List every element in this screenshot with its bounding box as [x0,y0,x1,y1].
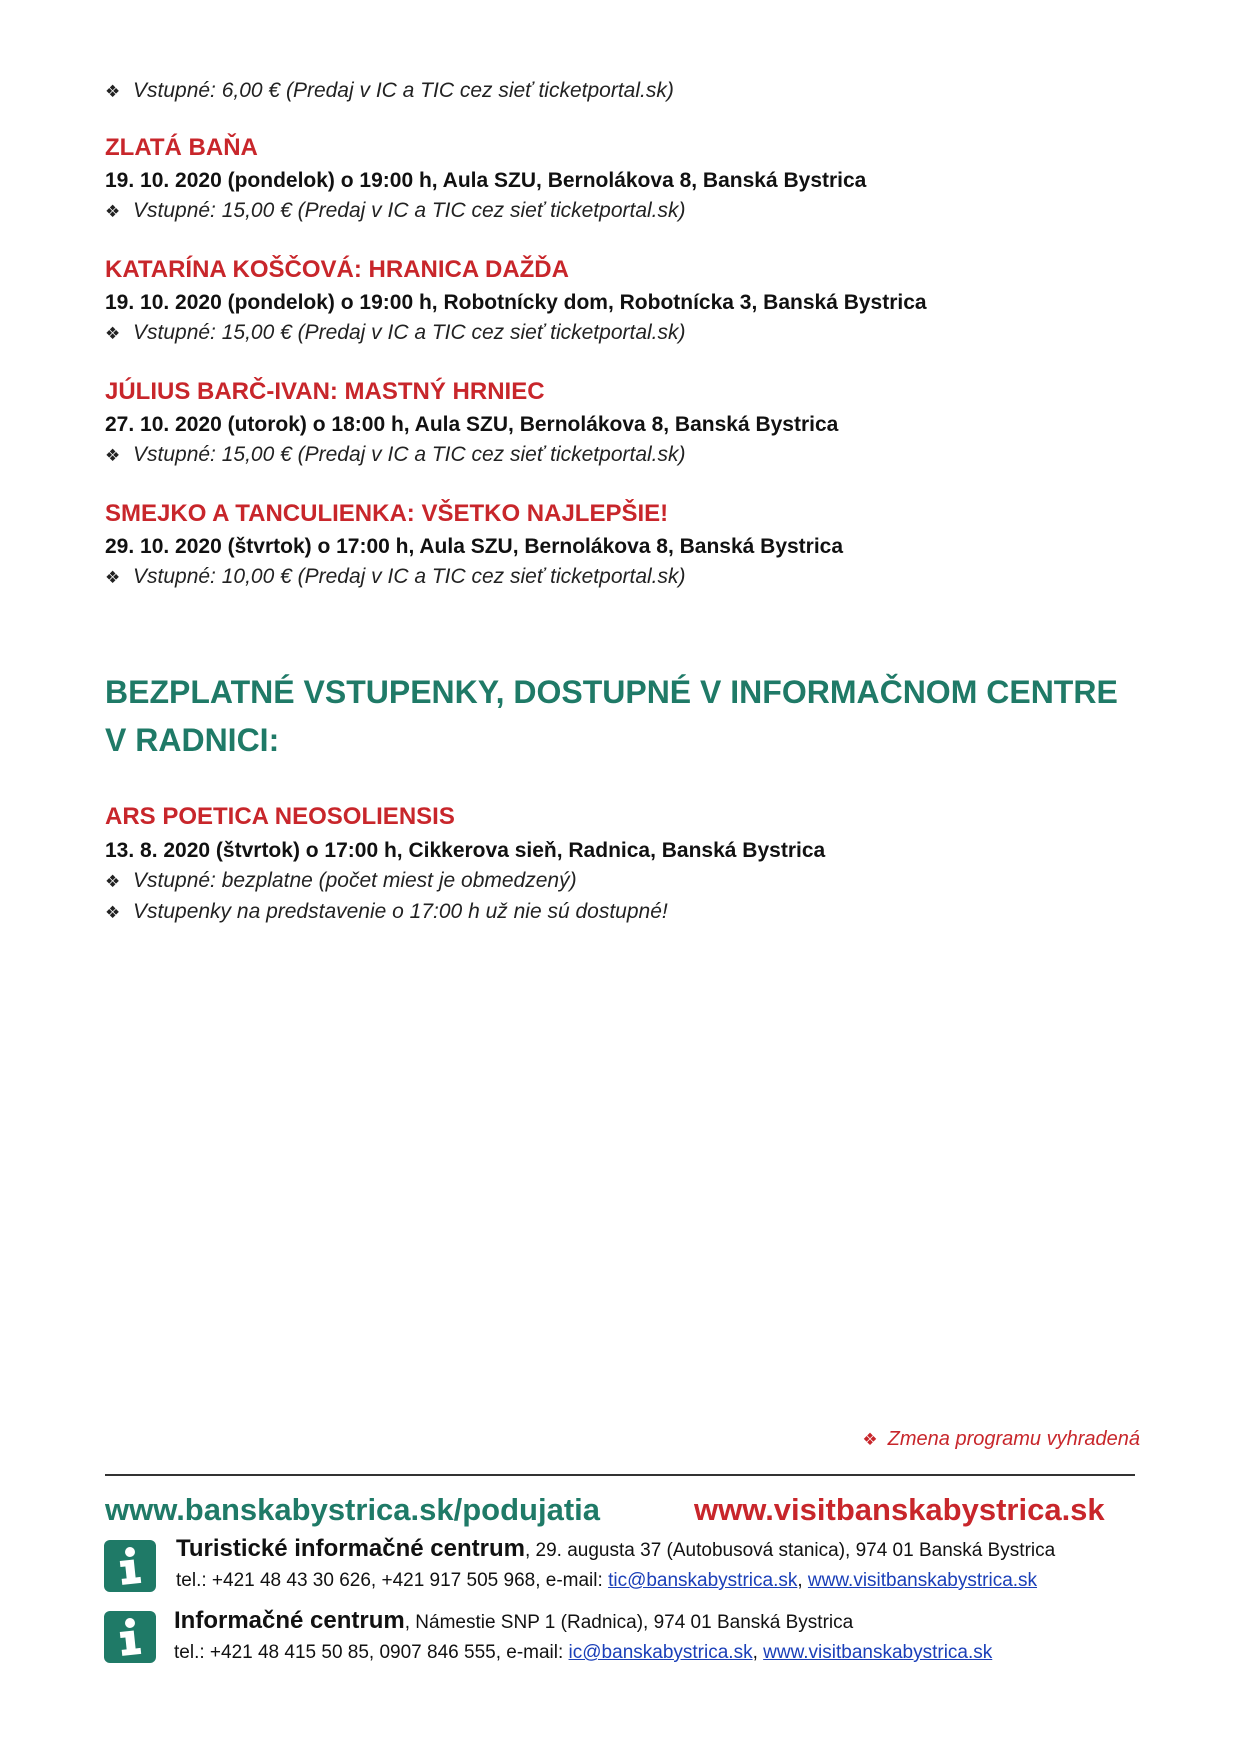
event-price-bullet [105,320,686,347]
note-text: Zmena programu vyhradená [887,1428,1140,1450]
office-contact [174,1640,992,1666]
office-web-link[interactable]: www.visitbanskabystrica.sk [763,1642,993,1663]
event-datetime: 27. 10. 2020 (utorok) o 18:00 h, Aula SZU, Bernolákova 8, Banská Bystrica [105,413,839,436]
heading-line: BEZPLATNÉ VSTUPENKY, DOSTUPNÉ V INFORMAČNOM CENTRE [105,674,1118,710]
office-block [176,1534,1055,1566]
office-phone: tel.: +421 48 415 50 85, 0907 846 555, e-mail: [174,1642,569,1663]
visit-website-link[interactable]: www.visitbanskabystrica.sk [694,1492,1105,1527]
bullet-icon: ❖ [105,446,121,465]
heading-line: V RADNICI: [105,722,280,758]
program-change-note [862,1426,1140,1453]
bullet-icon: ❖ [105,568,121,587]
event-title: JÚLIUS BARČ-IVAN: MASTNÝ HRNIEC [105,378,545,405]
event-datetime: 29. 10. 2020 (štvrtok) o 17:00 h, Aula SZU, Bernolákova 8, Banská Bystrica [105,535,844,558]
office-name: Turistické informačné centrum [176,1535,525,1562]
bullet-text: Vstupenky na predstavenie o 17:00 h už nie sú dostupné! [133,900,668,923]
bullet-text: Vstupné: bezplatne (počet miest je obmedzený) [133,869,577,892]
event-datetime: 13. 8. 2020 (štvrtok) o 17:00 h, Cikkerova sieň, Radnica, Banská Bystrica [105,839,826,862]
bullet-icon: ❖ [862,1430,878,1449]
event-title: ZLATÁ BAŇA [105,134,258,161]
event-datetime: 19. 10. 2020 (pondelok) o 19:00 h, Aula SZU, Bernolákova 8, Banská Bystrica [105,169,867,192]
bullet-text: Vstupné: 6,00 € (Predaj v IC a TIC cez sieť ticketportal.sk) [133,79,674,102]
bullet-icon: ❖ [105,324,121,343]
free-tickets-heading [105,668,1145,764]
office-address: , 29. augusta 37 (Autobusová stanica), 974 01 Banská Bystrica [524,1540,1056,1561]
bullet-icon: ❖ [105,82,121,101]
event-availability-bullet [105,899,668,926]
office-contact [176,1568,1037,1594]
info-icon [104,1611,156,1663]
event-title: SMEJKO A TANCULIENKA: VŠETKO NAJLEPŠIE! [105,500,669,527]
top-price-bullet [105,78,674,105]
separator: , [797,1570,808,1591]
office-block [174,1606,853,1638]
event-price-bullet [105,868,577,895]
bullet-icon: ❖ [105,202,121,221]
footer-divider [105,1474,1135,1476]
office-web-link[interactable]: www.visitbanskabystrica.sk [807,1570,1038,1591]
events-website-link[interactable]: www.banskabystrica.sk/podujatia [105,1492,601,1527]
info-icon [104,1540,156,1592]
event-price-bullet [105,564,686,591]
separator: , [752,1642,764,1663]
bullet-text: Vstupné: 10,00 € (Predaj v IC a TIC cez sieť ticketportal.sk) [133,565,686,588]
office-name: Informačné centrum [174,1607,405,1634]
event-title: KATARÍNA KOŠČOVÁ: HRANICA DAŽĎA [105,256,569,283]
event-price-bullet [105,198,686,225]
bullet-text: Vstupné: 15,00 € (Predaj v IC a TIC cez sieť ticketportal.sk) [133,443,686,466]
office-email-link[interactable]: tic@banskabystrica.sk [608,1570,798,1591]
event-price-bullet [105,442,686,469]
office-email-link[interactable]: ic@banskabystrica.sk [568,1642,753,1663]
bullet-icon: ❖ [105,872,121,891]
office-phone: tel.: +421 48 43 30 626, +421 917 505 968, e-mail: [176,1570,609,1591]
bullet-text: Vstupné: 15,00 € (Predaj v IC a TIC cez sieť ticketportal.sk) [133,321,686,344]
event-datetime: 19. 10. 2020 (pondelok) o 19:00 h, Robotnícky dom, Robotnícka 3, Banská Bystrica [105,291,927,314]
bullet-icon: ❖ [105,903,121,922]
bullet-text: Vstupné: 15,00 € (Predaj v IC a TIC cez sieť ticketportal.sk) [133,199,686,222]
office-address: , Námestie SNP 1 (Radnica), 974 01 Banská Bystrica [404,1612,854,1633]
event-title: ARS POETICA NEOSOLIENSIS [105,803,455,830]
